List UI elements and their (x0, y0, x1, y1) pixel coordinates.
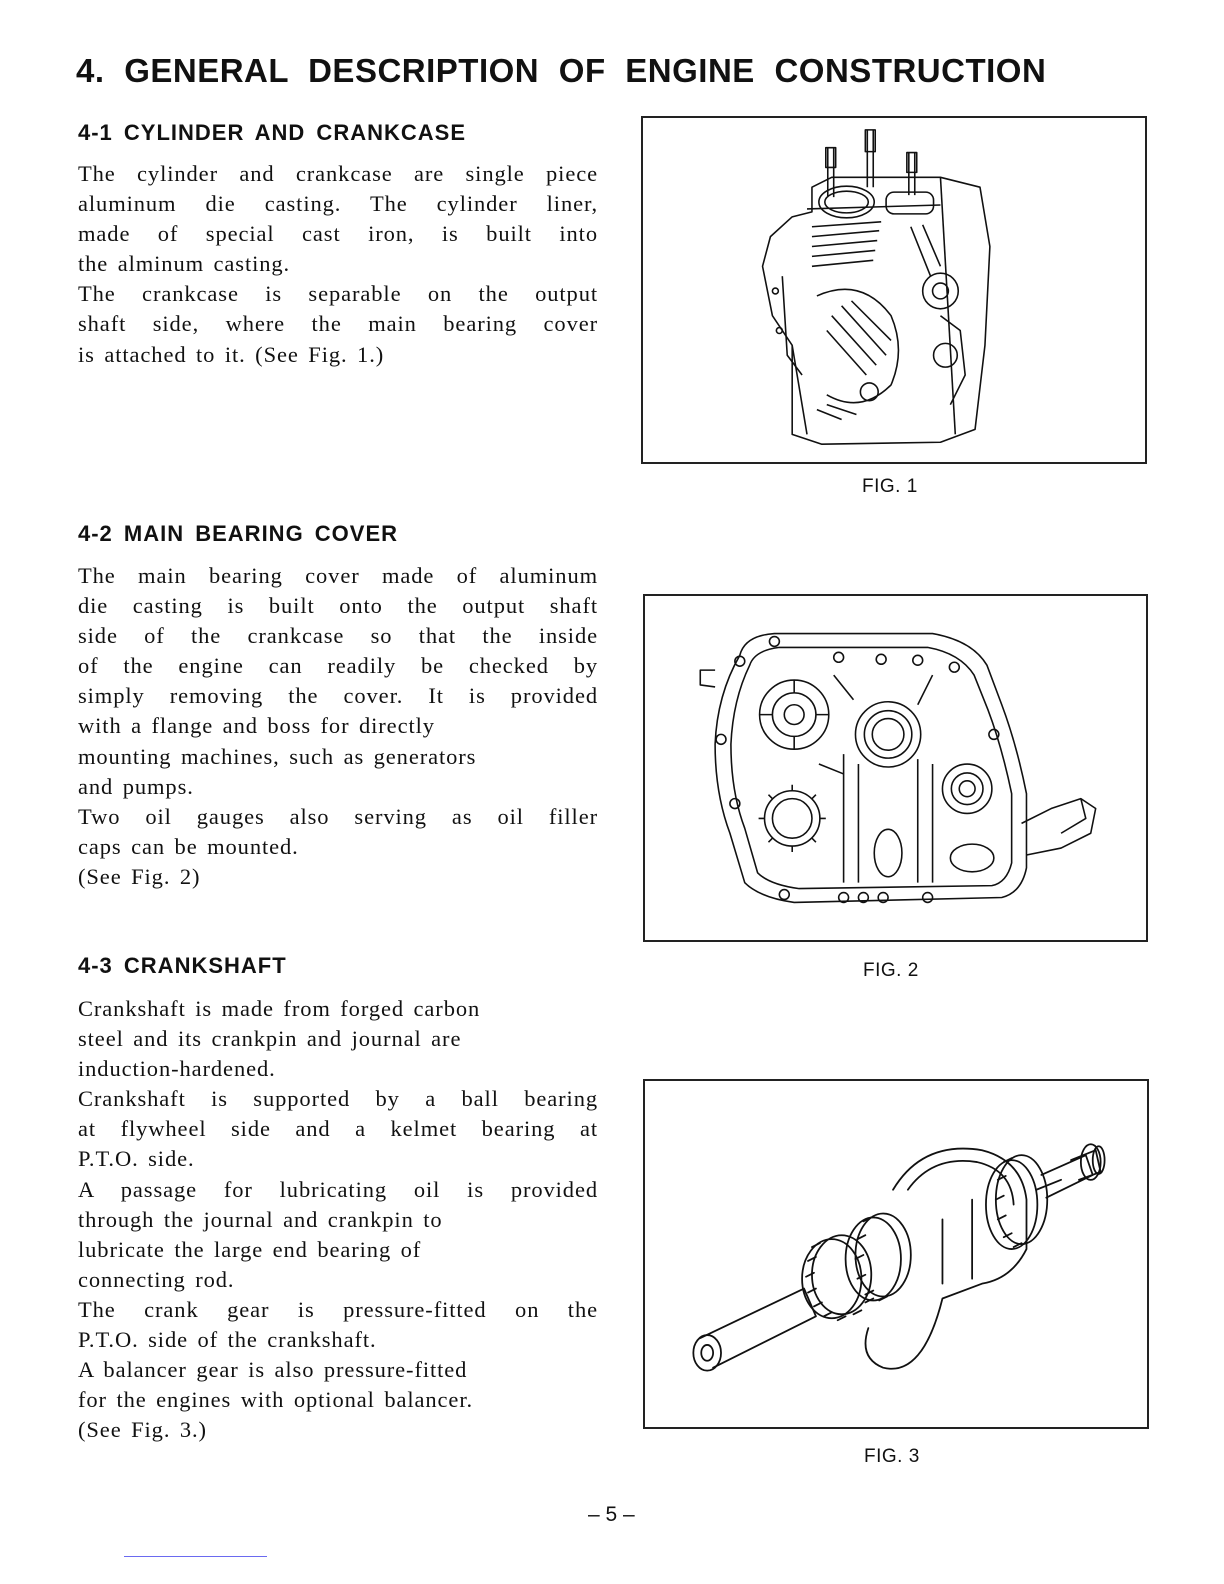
text-line: simply removing the cover. It is provided (78, 683, 598, 709)
text-line: caps can be mounted. (78, 833, 299, 859)
section-heading-crankshaft: 4-3 CRANKSHAFT (78, 953, 287, 978)
section-body-crankshaft (78, 994, 598, 1445)
text-line: at flywheel side and a kelmet bearing at (78, 1116, 598, 1142)
section-heading-main-bearing-cover: 4-2 MAIN BEARING COVER (78, 521, 399, 546)
text-line: shaft side, where the main bearing cover (78, 311, 598, 337)
text-line: is attached to it. (See Fig. 1.) (78, 341, 385, 367)
text-line: Crankshaft is made from forged carbon (78, 996, 481, 1021)
text-line: (See Fig. 2) (78, 863, 201, 889)
text-line: The cylinder and crankcase are single piece (78, 161, 598, 186)
text-line: and pumps. (78, 773, 194, 799)
footer-rule (124, 1556, 267, 1557)
text-line: The crankcase is separable on the output (78, 281, 598, 307)
text-line: connecting rod. (78, 1266, 235, 1292)
text-line: die casting is built onto the output shaft (78, 593, 598, 619)
text-line: mounting machines, such as generators (78, 743, 477, 769)
crankcase-drawing-icon (643, 118, 1145, 462)
text-line: the alminum casting. (78, 251, 291, 277)
text-line: The main bearing cover made of aluminum (78, 563, 598, 588)
page-number: – 5 – (588, 1503, 635, 1526)
figure-1-caption: FIG. 1 (862, 476, 918, 497)
text-line: Crankshaft is supported by a ball bearing (78, 1086, 598, 1112)
text-line: P.T.O. side of the crankshaft. (78, 1327, 377, 1353)
text-line: made of special cast iron, is built into (78, 221, 598, 247)
section-body-cylinder-crankcase (78, 159, 598, 370)
text-line: Two oil gauges also serving as oil filler (78, 803, 598, 829)
text-line: for the engines with optional balancer. (78, 1387, 473, 1413)
text-line: side of the crankcase so that the inside (78, 623, 598, 649)
section-body-main-bearing-cover (78, 561, 598, 892)
figure-3-caption: FIG. 3 (864, 1446, 920, 1467)
text-line: The crank gear is pressure-fitted on the (78, 1296, 598, 1322)
figure-1-crankcase (641, 116, 1147, 464)
text-line: of the engine can readily be checked by (78, 653, 598, 679)
text-line: (See Fig. 3.) (78, 1417, 207, 1443)
text-line: steel and its crankpin and journal are (78, 1026, 462, 1052)
text-line: through the journal and crankpin to (78, 1206, 443, 1232)
bearing-cover-drawing-icon (645, 596, 1146, 940)
text-line: lubricate the large end bearing of (78, 1236, 422, 1262)
text-line: P.T.O. side. (78, 1146, 195, 1172)
text-line: A passage for lubricating oil is provided (78, 1176, 598, 1202)
crankshaft-drawing-icon (645, 1081, 1147, 1427)
page-title: 4. GENERAL DESCRIPTION OF ENGINE CONSTRUCTION (76, 52, 1047, 89)
text-line: with a flange and boss for directly (78, 713, 435, 739)
figure-3-crankshaft (643, 1079, 1149, 1429)
text-line: aluminum die casting. The cylinder liner, (78, 191, 598, 217)
section-heading-cylinder-crankcase: 4-1 CYLINDER AND CRANKCASE (78, 120, 466, 145)
text-line: induction-hardened. (78, 1056, 276, 1082)
figure-2-bearing-cover (643, 594, 1148, 942)
text-line: A balancer gear is also pressure-fitted (78, 1357, 468, 1383)
figure-2-caption: FIG. 2 (863, 960, 919, 981)
